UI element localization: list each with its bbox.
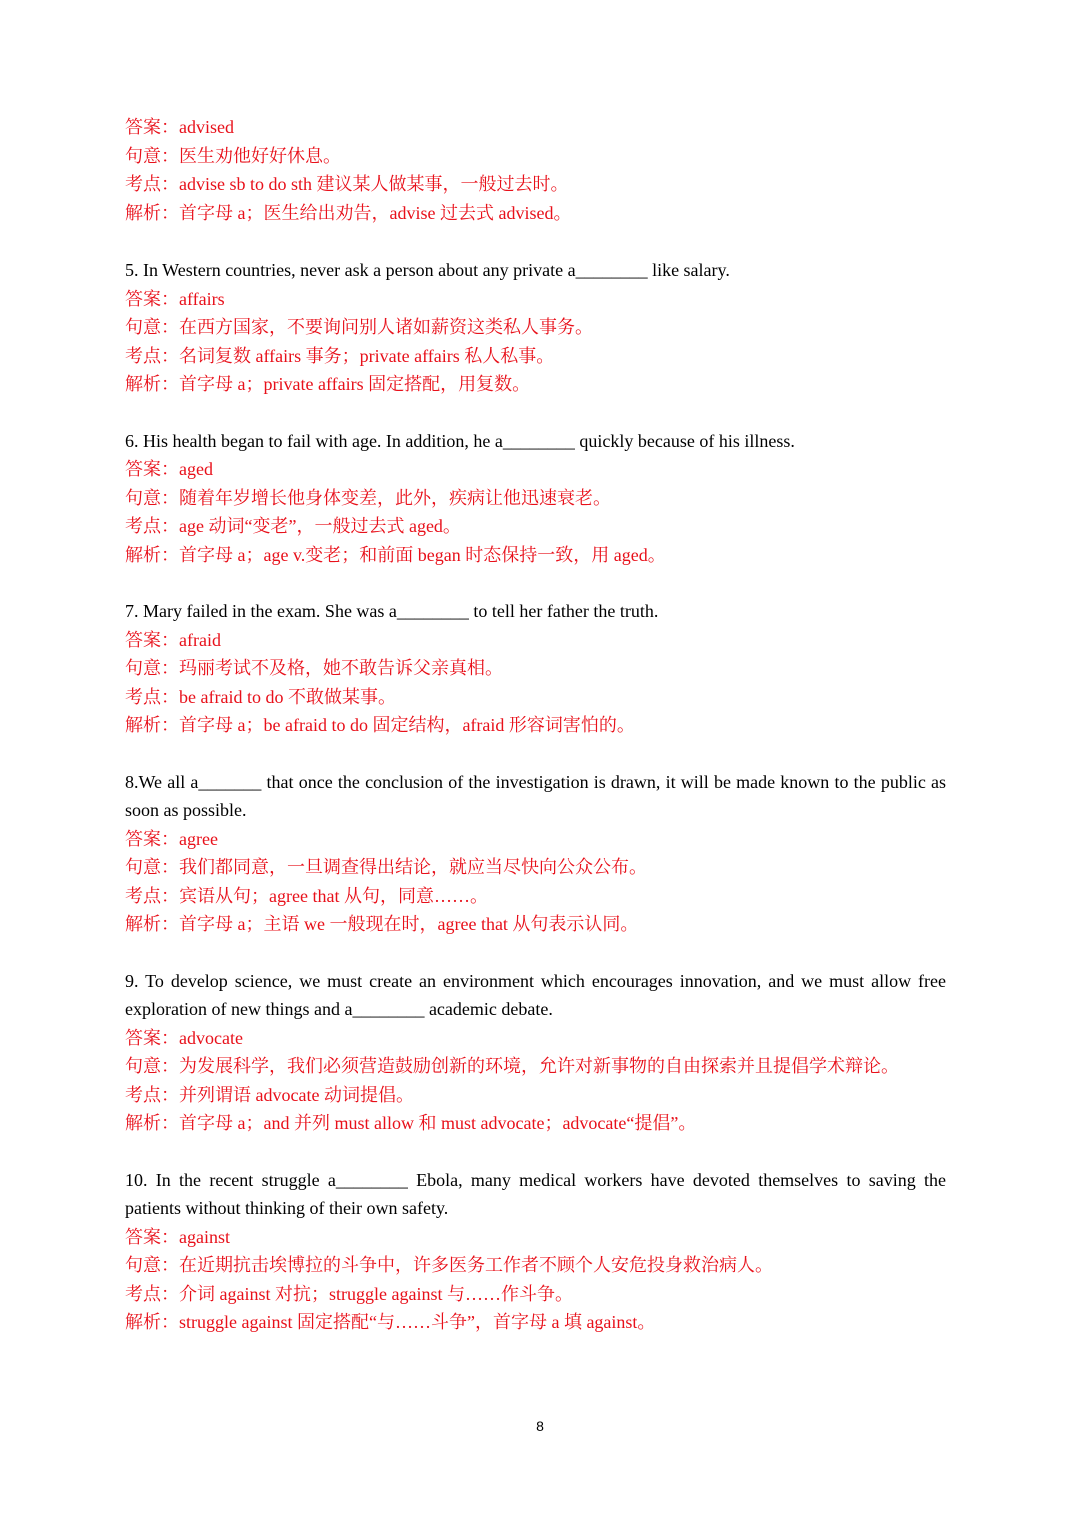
answer-line: 答案：advised	[125, 117, 234, 137]
answer-line: 答案：advocate	[125, 1027, 243, 1048]
question-block-5	[125, 256, 946, 399]
meaning-line: 句意：为发展科学，我们必须营造鼓励创新的环境，允许对新事物的自由探索并且提倡学术辩论。	[125, 1056, 899, 1076]
meaning-line: 句意：玛丽考试不及格，她不敢告诉父亲真相。	[125, 658, 503, 678]
point-line: 考点：be afraid to do 不敢做某事。	[125, 686, 396, 707]
question-block-7	[125, 597, 946, 740]
answer-line: 答案：affairs	[125, 288, 225, 309]
page-number: 8	[536, 1418, 544, 1434]
meaning-line: 句意：在近期抗击埃博拉的斗争中，许多医务工作者不顾个人安危投身救治病人。	[125, 1255, 773, 1275]
question-block-6	[125, 427, 946, 570]
point-line: 考点：介词 against 对抗；struggle against 与……作斗争。	[125, 1283, 573, 1304]
answer-line: 答案：agree	[125, 828, 218, 849]
analysis-line: 解析：首字母 a；be afraid to do 固定结构，afraid 形容词害怕的。	[125, 715, 635, 735]
analysis-line: 解析：首字母 a；主语 we 一般现在时，agree that 从句表示认同。	[125, 914, 639, 934]
question-text: 8.We all a_______ that once the conclusion of the investigation is drawn, it will be made known to the public as soon as possible.	[125, 771, 946, 820]
question-text: 5. In Western countries, never ask a person about any private a________ like salary.	[125, 260, 730, 280]
question-text: 10. In the recent struggle a________ Ebola, many medical workers have devoted themselves to saving the patients without thinking of their own safety.	[125, 1169, 946, 1218]
analysis-line: 解析：首字母 a；and 并列 must allow 和 must advocate；advocate“提倡”。	[125, 1113, 697, 1133]
answer-line: 答案：afraid	[125, 629, 221, 650]
meaning-line: 句意：随着年岁增长他身体变差，此外，疾病让他迅速衰老。	[125, 487, 611, 508]
question-block-8	[125, 768, 946, 939]
meaning-line: 句意：我们都同意，一旦调查得出结论，就应当尽快向公众公布。	[125, 857, 647, 877]
answer-line: 答案：against	[125, 1226, 230, 1247]
meaning-line: 句意：在西方国家，不要询问别人诸如薪资这类私人事务。	[125, 317, 593, 337]
point-line: 考点：名词复数 affairs 事务；private affairs 私人私事。	[125, 345, 555, 366]
analysis-line: 解析：struggle against 固定搭配“与……斗争”，首字母 a 填 against。	[125, 1312, 656, 1332]
analysis-line: 解析：首字母 a；private affairs 固定搭配，用复数。	[125, 374, 531, 394]
question-text: 9. To develop science, we must create an environment which encourages innovation, and we must allow free exploration of new things and a________ academic debate.	[125, 970, 946, 1019]
point-line: 考点：age 动词“变老”，一般过去式 aged。	[125, 516, 461, 536]
answer-block-4	[125, 113, 946, 227]
answer-line: 答案：aged	[125, 459, 213, 479]
meaning-line: 句意：医生劝他好好休息。	[125, 145, 341, 166]
analysis-line: 解析：首字母 a；医生给出劝告，advise 过去式 advised。	[125, 202, 572, 223]
question-text: 6. His health began to fail with age. In addition, he a________ quickly because of his illness.	[125, 430, 795, 451]
analysis-line: 解析：首字母 a；age v.变老；和前面 began 时态保持一致，用 aged。	[125, 544, 666, 565]
question-block-9	[125, 967, 946, 1138]
point-line: 考点：宾语从句；agree that 从句，同意……。	[125, 885, 488, 906]
document-body	[125, 113, 946, 1365]
question-block-10	[125, 1166, 946, 1337]
point-line: 考点：advise sb to do sth 建议某人做某事，一般过去时。	[125, 174, 569, 194]
point-line: 考点：并列谓语 advocate 动词提倡。	[125, 1084, 414, 1105]
question-text: 7. Mary failed in the exam. She was a________ to tell her father the truth.	[125, 601, 659, 621]
